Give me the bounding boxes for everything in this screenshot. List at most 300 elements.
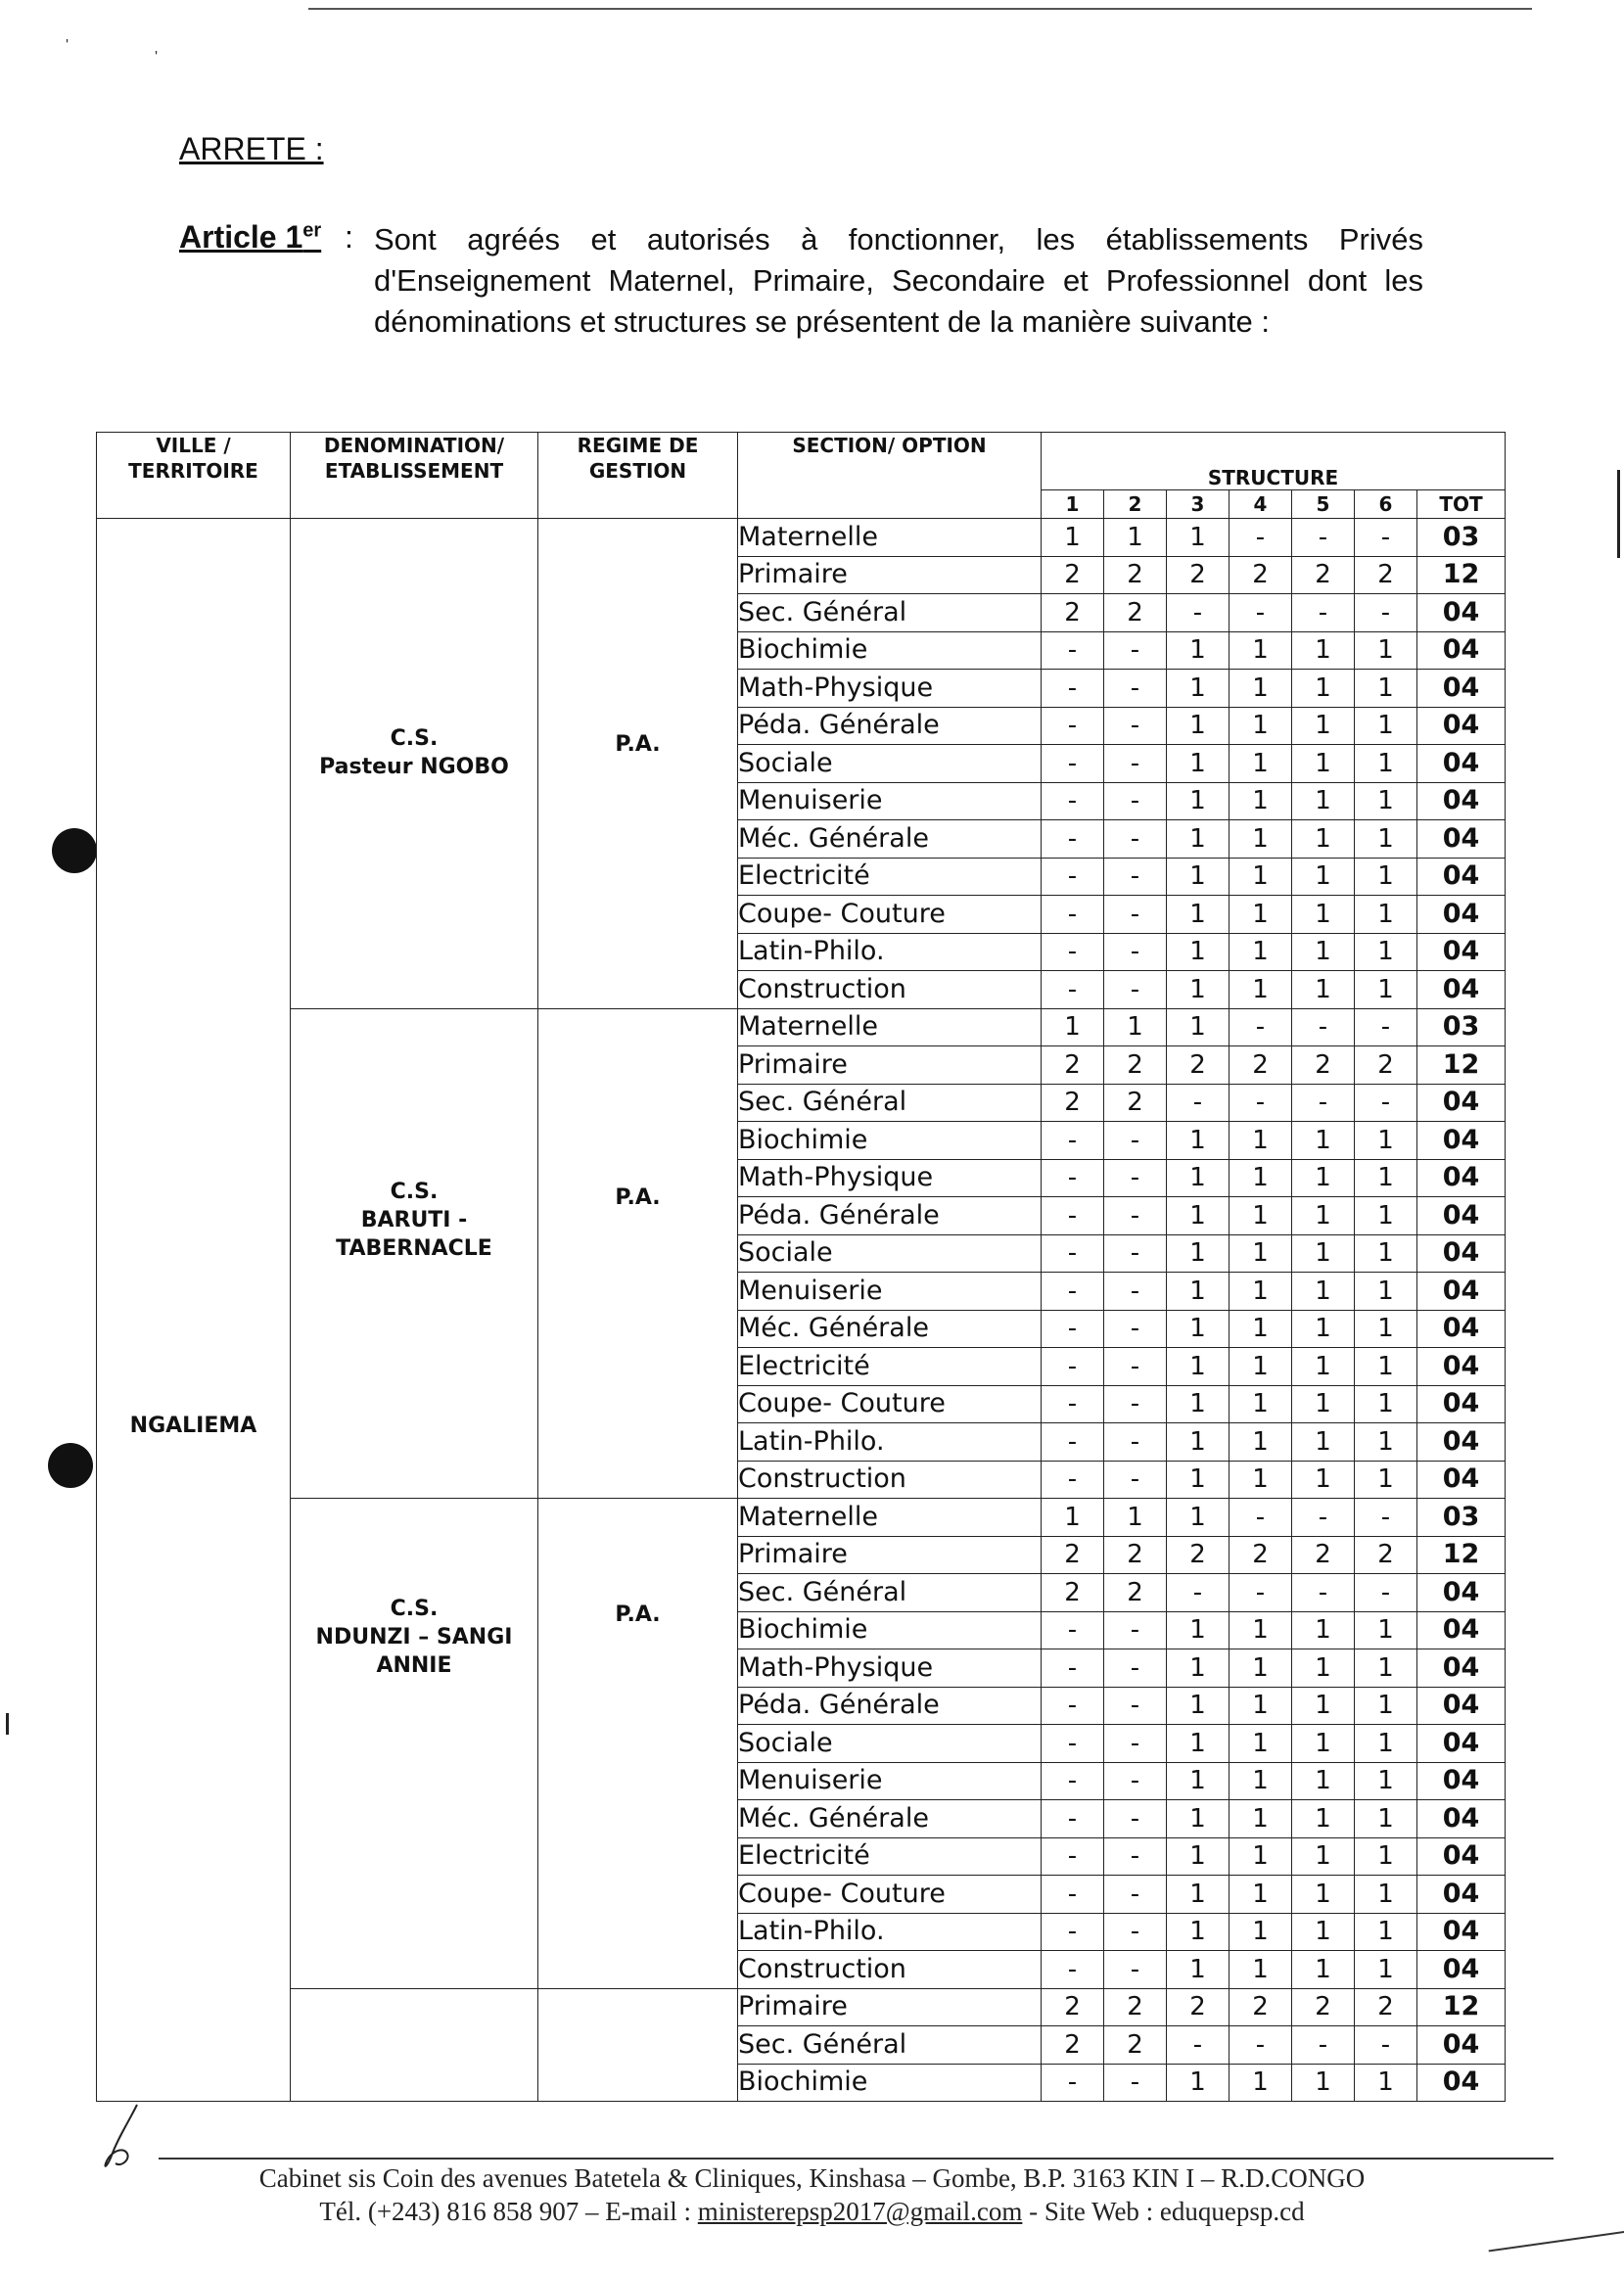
- total-cell: 04: [1417, 1423, 1506, 1462]
- structure-cell: 1: [1292, 1725, 1355, 1763]
- structure-cell: -: [1042, 745, 1104, 783]
- structure-cell: -: [1104, 1122, 1167, 1160]
- total-cell: 04: [1417, 1385, 1506, 1423]
- structure-cell: 1: [1292, 1273, 1355, 1311]
- scan-mark: ': [155, 49, 159, 66]
- structure-cell: 1: [1167, 1197, 1230, 1235]
- structure-cell: 1: [1230, 858, 1292, 896]
- structure-cell: 2: [1355, 1988, 1417, 2026]
- punch-hole: [52, 828, 97, 873]
- structure-cell: 1: [1230, 1611, 1292, 1649]
- structure-cell: -: [1042, 1951, 1104, 1989]
- structure-cell: -: [1042, 707, 1104, 745]
- structure-cell: 1: [1167, 896, 1230, 934]
- structure-cell: 1: [1167, 1385, 1230, 1423]
- total-cell: 04: [1417, 1461, 1506, 1499]
- header-regime: REGIME DE GESTION: [538, 433, 738, 519]
- article-text: Sont agréés et autorisés à fonctionner, les établissements Privés d'Enseignement Maternel, Primaire, Secondaire et Professionnel dont les dénominations et structures se présentent de la manière suivante :: [374, 222, 1423, 339]
- section-option: Sec. Général: [738, 1574, 1042, 1612]
- structure-cell: 1: [1355, 1159, 1417, 1197]
- structure-cell: 2: [1104, 594, 1167, 632]
- structure-cell: -: [1042, 896, 1104, 934]
- structure-cell: 1: [1167, 707, 1230, 745]
- section-option: Méc. Générale: [738, 1800, 1042, 1838]
- structure-cell: 1: [1167, 1461, 1230, 1499]
- structure-cell: -: [1167, 2026, 1230, 2065]
- total-cell: 04: [1417, 707, 1506, 745]
- structure-cell: 1: [1355, 1913, 1417, 1951]
- structure-cell: 1: [1230, 1461, 1292, 1499]
- structure-cell: -: [1104, 1913, 1167, 1951]
- structure-cell: 1: [1167, 631, 1230, 670]
- section-option: Coupe- Couture: [738, 1385, 1042, 1423]
- structure-cell: 1: [1292, 631, 1355, 670]
- structure-cell: -: [1104, 1800, 1167, 1838]
- structure-cell: 1: [1230, 820, 1292, 859]
- section-option: Latin-Philo.: [738, 933, 1042, 971]
- section-option: Maternelle: [738, 1008, 1042, 1046]
- structure-cell: 1: [1355, 1611, 1417, 1649]
- structure-cell: 2: [1292, 1536, 1355, 1574]
- structure-cell: 1: [1230, 1876, 1292, 1914]
- structure-cell: -: [1104, 820, 1167, 859]
- structure-cell: 1: [1230, 1725, 1292, 1763]
- structure-cell: 1: [1230, 1951, 1292, 1989]
- structure-cell: 1: [1230, 1837, 1292, 1876]
- structure-cell: -: [1292, 1574, 1355, 1612]
- structure-cell: -: [1104, 1310, 1167, 1348]
- structure-cell: 1: [1230, 1159, 1292, 1197]
- structure-cell: 1: [1355, 2064, 1417, 2102]
- structure-cell: 1: [1292, 1837, 1355, 1876]
- structure-cell: 2: [1230, 556, 1292, 594]
- section-option: Primaire: [738, 1988, 1042, 2026]
- structure-cell: 1: [1292, 745, 1355, 783]
- total-cell: 04: [1417, 1800, 1506, 1838]
- structure-cell: -: [1042, 1913, 1104, 1951]
- section-option: Péda. Générale: [738, 1687, 1042, 1725]
- structure-cell: 1: [1230, 1197, 1292, 1235]
- structure-cell: 1: [1167, 1725, 1230, 1763]
- structure-cell: 1: [1167, 1800, 1230, 1838]
- structure-cell: -: [1042, 971, 1104, 1009]
- total-cell: 04: [1417, 1687, 1506, 1725]
- structure-cell: 1: [1292, 1913, 1355, 1951]
- structure-cell: -: [1104, 2064, 1167, 2102]
- structure-cell: 1: [1167, 933, 1230, 971]
- section-option: Menuiserie: [738, 1273, 1042, 1311]
- total-cell: 04: [1417, 745, 1506, 783]
- structure-cell: -: [1104, 1649, 1167, 1688]
- total-cell: 04: [1417, 1084, 1506, 1122]
- structure-cell: 1: [1355, 1762, 1417, 1800]
- structure-cell: 1: [1355, 782, 1417, 820]
- structure-cell: 1: [1167, 519, 1230, 557]
- section-option: Primaire: [738, 1046, 1042, 1085]
- structure-cell: -: [1042, 858, 1104, 896]
- structure-cell: -: [1104, 1687, 1167, 1725]
- structure-cell: 1: [1292, 1800, 1355, 1838]
- total-cell: 04: [1417, 896, 1506, 934]
- structure-cell: 1: [1230, 707, 1292, 745]
- structure-cell: -: [1042, 1197, 1104, 1235]
- structure-cell: -: [1042, 1649, 1104, 1688]
- structure-cell: 1: [1167, 858, 1230, 896]
- corner-mark: [1489, 2230, 1624, 2253]
- header-col-5: 5: [1292, 490, 1355, 519]
- structure-cell: 1: [1230, 1687, 1292, 1725]
- article-label: [179, 219, 321, 255]
- structure-cell: 1: [1230, 745, 1292, 783]
- structure-cell: 2: [1167, 1046, 1230, 1085]
- structure-cell: -: [1104, 1837, 1167, 1876]
- structure-cell: 2: [1167, 556, 1230, 594]
- total-cell: 04: [1417, 1762, 1506, 1800]
- structure-cell: 1: [1355, 820, 1417, 859]
- header-section: SECTION/ OPTION: [738, 433, 1042, 519]
- structure-cell: 1: [1355, 1197, 1417, 1235]
- structure-cell: 1: [1167, 1122, 1230, 1160]
- total-cell: 04: [1417, 933, 1506, 971]
- structure-cell: 2: [1042, 594, 1104, 632]
- total-cell: 04: [1417, 2026, 1506, 2065]
- section-option: Péda. Générale: [738, 1197, 1042, 1235]
- section-option: Electricité: [738, 1348, 1042, 1386]
- ville-cell: NGALIEMA: [97, 519, 291, 2102]
- structure-cell: -: [1042, 1348, 1104, 1386]
- structure-cell: -: [1230, 2026, 1292, 2065]
- structure-cell: 1: [1292, 1348, 1355, 1386]
- establishment-name: C.S. NDUNZI – SANGI ANNIE: [291, 1499, 538, 1989]
- structure-cell: 2: [1230, 1046, 1292, 1085]
- regime-gestion: P.A.: [538, 1008, 738, 1499]
- structure-cell: -: [1042, 631, 1104, 670]
- structure-cell: -: [1042, 782, 1104, 820]
- structure-cell: 2: [1292, 1988, 1355, 2026]
- structure-cell: 1: [1230, 933, 1292, 971]
- structure-cell: -: [1042, 1159, 1104, 1197]
- structure-cell: 1: [1292, 2064, 1355, 2102]
- section-option: Construction: [738, 1951, 1042, 1989]
- structure-cell: 2: [1292, 556, 1355, 594]
- structure-cell: 1: [1355, 1800, 1417, 1838]
- structure-cell: 2: [1104, 1084, 1167, 1122]
- structure-cell: -: [1355, 1008, 1417, 1046]
- structure-cell: -: [1104, 1876, 1167, 1914]
- structure-cell: -: [1104, 971, 1167, 1009]
- footer-email-link[interactable]: ministerepsp2017@gmail.com: [697, 2197, 1023, 2226]
- structure-cell: 1: [1292, 1876, 1355, 1914]
- section-option: Sociale: [738, 1234, 1042, 1273]
- structure-cell: 1: [1355, 896, 1417, 934]
- structure-cell: -: [1355, 594, 1417, 632]
- structure-cell: -: [1042, 1611, 1104, 1649]
- section-option: Sociale: [738, 745, 1042, 783]
- total-cell: 04: [1417, 1310, 1506, 1348]
- structure-cell: 2: [1104, 1536, 1167, 1574]
- establishment-name: [291, 1988, 538, 2102]
- section-option: Construction: [738, 1461, 1042, 1499]
- total-cell: 04: [1417, 1159, 1506, 1197]
- header-col-6: 6: [1355, 490, 1417, 519]
- structure-cell: 1: [1355, 971, 1417, 1009]
- total-cell: 12: [1417, 1046, 1506, 1085]
- table-row: [97, 1499, 1506, 1537]
- section-option: Biochimie: [738, 2064, 1042, 2102]
- structure-cell: 2: [1167, 1988, 1230, 2026]
- structure-cell: -: [1230, 1084, 1292, 1122]
- structure-cell: 1: [1230, 1762, 1292, 1800]
- structure-cell: 1: [1167, 1273, 1230, 1311]
- total-cell: 03: [1417, 1008, 1506, 1046]
- structure-cell: 1: [1355, 631, 1417, 670]
- structure-cell: 1: [1355, 1951, 1417, 1989]
- structure-cell: 1: [1355, 1461, 1417, 1499]
- structure-cell: -: [1104, 858, 1167, 896]
- structure-cell: -: [1104, 1348, 1167, 1386]
- structure-cell: 1: [1230, 1800, 1292, 1838]
- structure-cell: -: [1104, 1197, 1167, 1235]
- footer-phone: Tél. (+243) 816 858 907 – E-mail :: [319, 2197, 698, 2226]
- structure-cell: 2: [1042, 1574, 1104, 1612]
- structure-cell: -: [1230, 1574, 1292, 1612]
- structure-cell: -: [1104, 1273, 1167, 1311]
- footer-contact: [0, 2197, 1624, 2227]
- structure-cell: 2: [1104, 1046, 1167, 1085]
- structure-cell: 1: [1292, 1461, 1355, 1499]
- structure-cell: 1: [1292, 933, 1355, 971]
- article-superscript: er: [302, 219, 322, 242]
- structure-cell: 1: [1292, 670, 1355, 708]
- structure-cell: 1: [1355, 1234, 1417, 1273]
- structure-table: [96, 432, 1506, 2102]
- establishment-name: C.S. BARUTI - TABERNACLE: [291, 1008, 538, 1499]
- structure-cell: -: [1104, 745, 1167, 783]
- section-option: Electricité: [738, 1837, 1042, 1876]
- total-cell: 04: [1417, 1348, 1506, 1386]
- scan-mark: ': [66, 37, 70, 54]
- structure-cell: -: [1292, 1008, 1355, 1046]
- structure-cell: 1: [1292, 896, 1355, 934]
- structure-cell: -: [1167, 1574, 1230, 1612]
- header-col-tot: TOT: [1417, 490, 1506, 519]
- header-col-3: 3: [1167, 490, 1230, 519]
- structure-cell: 1: [1167, 1159, 1230, 1197]
- structure-cell: 1: [1167, 2064, 1230, 2102]
- structure-cell: 1: [1355, 1122, 1417, 1160]
- structure-cell: -: [1292, 2026, 1355, 2065]
- structure-cell: 1: [1230, 670, 1292, 708]
- total-cell: 03: [1417, 1499, 1506, 1537]
- section-option: Latin-Philo.: [738, 1423, 1042, 1462]
- structure-cell: -: [1104, 782, 1167, 820]
- section-option: Méc. Générale: [738, 1310, 1042, 1348]
- structure-cell: 1: [1167, 1423, 1230, 1462]
- total-cell: 04: [1417, 1649, 1506, 1688]
- structure-cell: 1: [1292, 1951, 1355, 1989]
- article-label-text: Article 1: [179, 219, 303, 255]
- structure-cell: 2: [1355, 1536, 1417, 1574]
- structure-cell: -: [1042, 1687, 1104, 1725]
- header-denomination: DENOMINATION/ ETABLISSEMENT: [291, 433, 538, 519]
- structure-cell: 1: [1355, 1385, 1417, 1423]
- section-option: Latin-Philo.: [738, 1913, 1042, 1951]
- structure-cell: -: [1355, 2026, 1417, 2065]
- structure-cell: -: [1042, 1234, 1104, 1273]
- regime-gestion: [538, 1988, 738, 2102]
- structure-cell: 1: [1167, 1310, 1230, 1348]
- structure-cell: -: [1355, 1499, 1417, 1537]
- table-row: [97, 519, 1506, 557]
- section-option: Construction: [738, 971, 1042, 1009]
- footer-address: Cabinet sis Coin des avenues Batetela & Cliniques, Kinshasa – Gombe, B.P. 3163 KIN I – R.D.CONGO: [258, 2163, 1366, 2193]
- structure-cell: -: [1042, 1273, 1104, 1311]
- structure-cell: 1: [1355, 1876, 1417, 1914]
- structure-cell: -: [1104, 1461, 1167, 1499]
- structure-cell: -: [1104, 1611, 1167, 1649]
- regime-gestion: P.A.: [538, 1499, 738, 1989]
- structure-cell: 2: [1042, 1084, 1104, 1122]
- section-option: Menuiserie: [738, 782, 1042, 820]
- total-cell: 04: [1417, 670, 1506, 708]
- scan-edge-mark: [6, 1713, 9, 1735]
- structure-cell: -: [1292, 519, 1355, 557]
- structure-cell: 1: [1292, 1687, 1355, 1725]
- structure-cell: -: [1292, 594, 1355, 632]
- structure-cell: -: [1042, 1310, 1104, 1348]
- scan-edge-mark: [1617, 470, 1620, 558]
- structure-cell: 1: [1292, 1649, 1355, 1688]
- structure-cell: 1: [1167, 1649, 1230, 1688]
- total-cell: 04: [1417, 782, 1506, 820]
- structure-cell: -: [1042, 933, 1104, 971]
- structure-cell: -: [1104, 1159, 1167, 1197]
- structure-cell: 1: [1355, 1310, 1417, 1348]
- structure-cell: 1: [1292, 1234, 1355, 1273]
- structure-cell: 1: [1292, 707, 1355, 745]
- structure-cell: 1: [1042, 1008, 1104, 1046]
- total-cell: 12: [1417, 1988, 1506, 2026]
- structure-cell: -: [1042, 1800, 1104, 1838]
- header-col-2: 2: [1104, 490, 1167, 519]
- structure-cell: -: [1042, 1461, 1104, 1499]
- structure-cell: -: [1104, 1234, 1167, 1273]
- structure-cell: 2: [1042, 1988, 1104, 2026]
- structure-cell: 1: [1167, 1687, 1230, 1725]
- structure-cell: 1: [1167, 1234, 1230, 1273]
- structure-cell: 2: [1167, 1536, 1230, 1574]
- article-colon: :: [345, 219, 353, 255]
- structure-cell: 1: [1355, 858, 1417, 896]
- total-cell: 04: [1417, 1876, 1506, 1914]
- section-option: Maternelle: [738, 1499, 1042, 1537]
- section-option: Sec. Général: [738, 1084, 1042, 1122]
- structure-cell: 2: [1104, 1574, 1167, 1612]
- structure-cell: 2: [1042, 2026, 1104, 2065]
- structure-cell: 1: [1355, 1725, 1417, 1763]
- structure-cell: 2: [1042, 556, 1104, 594]
- heading-arrete: ARRETE :: [179, 131, 324, 166]
- section-option: Sec. Général: [738, 594, 1042, 632]
- structure-cell: -: [1104, 631, 1167, 670]
- structure-cell: 1: [1167, 782, 1230, 820]
- structure-cell: 1: [1167, 1008, 1230, 1046]
- signature-mark: [98, 2095, 157, 2173]
- header-ville: VILLE / TERRITOIRE: [97, 433, 291, 519]
- structure-cell: 1: [1167, 1762, 1230, 1800]
- total-cell: 04: [1417, 1913, 1506, 1951]
- structure-cell: 1: [1292, 1611, 1355, 1649]
- structure-cell: 2: [1042, 1536, 1104, 1574]
- structure-cell: 1: [1355, 1348, 1417, 1386]
- section-option: Biochimie: [738, 631, 1042, 670]
- structure-cell: 1: [1230, 1273, 1292, 1311]
- total-cell: 04: [1417, 1611, 1506, 1649]
- total-cell: 04: [1417, 594, 1506, 632]
- structure-cell: -: [1104, 707, 1167, 745]
- establishment-name: C.S. Pasteur NGOBO: [291, 519, 538, 1009]
- structure-cell: 1: [1292, 1159, 1355, 1197]
- structure-cell: 1: [1167, 670, 1230, 708]
- total-cell: 04: [1417, 971, 1506, 1009]
- structure-cell: -: [1167, 1084, 1230, 1122]
- total-cell: 04: [1417, 631, 1506, 670]
- structure-cell: 2: [1104, 1988, 1167, 2026]
- structure-cell: -: [1042, 670, 1104, 708]
- section-option: Primaire: [738, 556, 1042, 594]
- structure-cell: 2: [1104, 556, 1167, 594]
- section-option: Coupe- Couture: [738, 1876, 1042, 1914]
- total-cell: 04: [1417, 1951, 1506, 1989]
- structure-cell: -: [1104, 1951, 1167, 1989]
- total-cell: 04: [1417, 1725, 1506, 1763]
- structure-cell: 1: [1292, 1423, 1355, 1462]
- structure-cell: 1: [1230, 896, 1292, 934]
- section-option: Biochimie: [738, 1611, 1042, 1649]
- section-option: Menuiserie: [738, 1762, 1042, 1800]
- structure-cell: -: [1230, 1499, 1292, 1537]
- header-col-4: 4: [1230, 490, 1292, 519]
- structure-cell: -: [1355, 519, 1417, 557]
- structure-cell: -: [1104, 1725, 1167, 1763]
- structure-cell: 1: [1230, 1913, 1292, 1951]
- structure-cell: -: [1042, 1122, 1104, 1160]
- structure-cell: 1: [1355, 745, 1417, 783]
- structure-cell: 1: [1355, 1837, 1417, 1876]
- structure-cell: 1: [1167, 1913, 1230, 1951]
- structure-cell: 1: [1104, 1008, 1167, 1046]
- structure-cell: 1: [1167, 971, 1230, 1009]
- structure-cell: 1: [1355, 707, 1417, 745]
- structure-cell: 2: [1230, 1536, 1292, 1574]
- structure-cell: 1: [1355, 1649, 1417, 1688]
- header-structure: STRUCTURE: [1042, 433, 1506, 490]
- structure-cell: -: [1104, 1762, 1167, 1800]
- structure-cell: 1: [1167, 820, 1230, 859]
- structure-cell: 1: [1167, 1348, 1230, 1386]
- structure-cell: -: [1042, 1423, 1104, 1462]
- structure-cell: -: [1104, 1423, 1167, 1462]
- structure-cell: 1: [1292, 1385, 1355, 1423]
- structure-cell: 1: [1292, 1762, 1355, 1800]
- footer-rule: [159, 2158, 1554, 2160]
- structure-cell: -: [1230, 1008, 1292, 1046]
- section-option: Math-Physique: [738, 1649, 1042, 1688]
- structure-cell: 1: [1230, 1310, 1292, 1348]
- structure-cell: 1: [1355, 933, 1417, 971]
- structure-cell: 1: [1355, 670, 1417, 708]
- structure-cell: 1: [1167, 1876, 1230, 1914]
